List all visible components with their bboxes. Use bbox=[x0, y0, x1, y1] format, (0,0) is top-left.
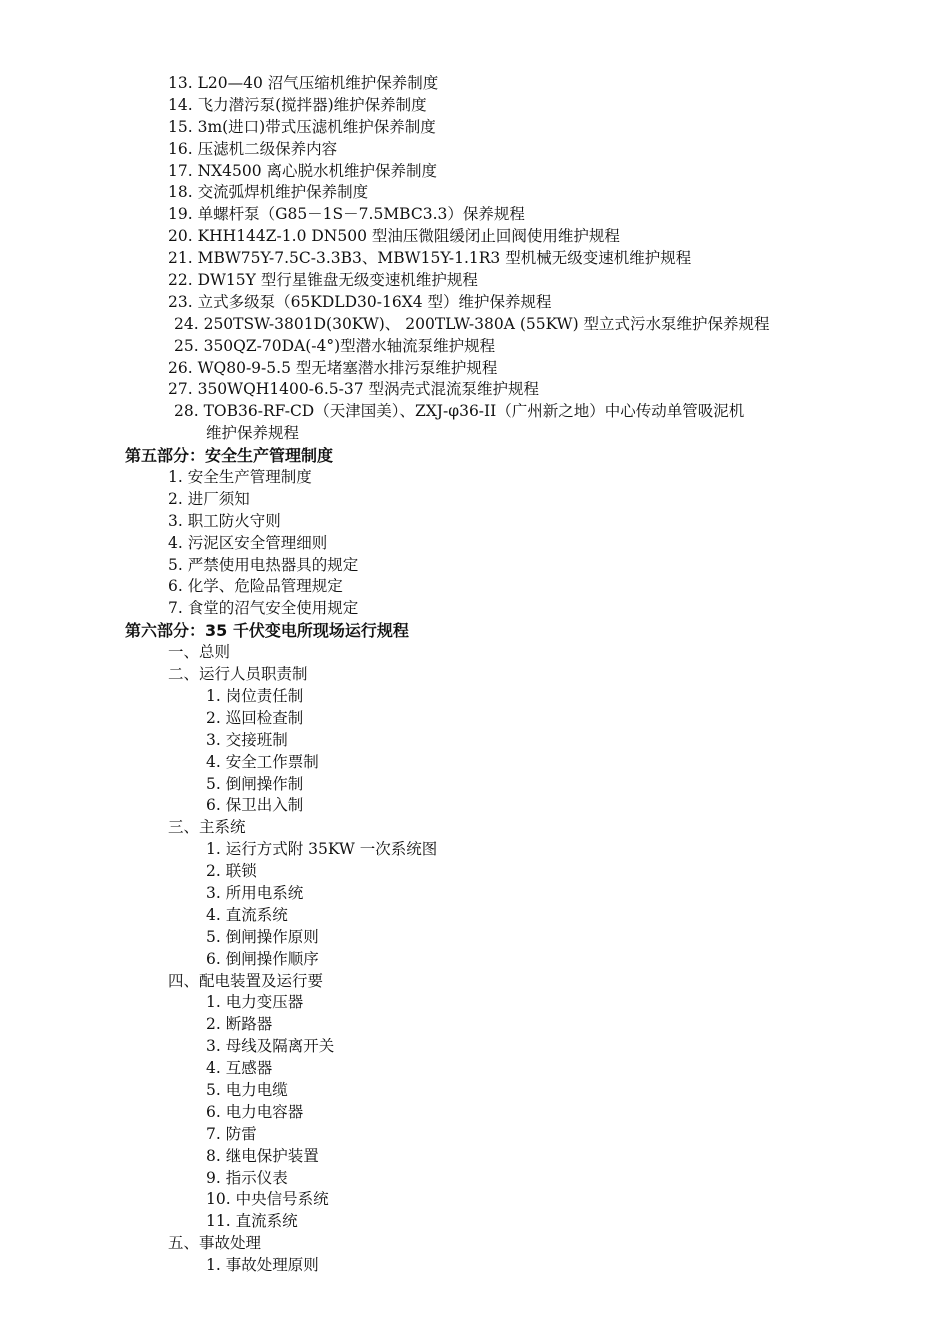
list-item: 5. 倒闸操作制 bbox=[206, 774, 304, 793]
list-item: 5. 倒闸操作原则 bbox=[206, 927, 319, 946]
list-item: 1. 电力变压器 bbox=[206, 993, 304, 1012]
list-item: 8. 继电保护装置 bbox=[206, 1146, 319, 1165]
part6-outline bbox=[0, 642, 950, 1277]
subsection-title: 四、配电装置及运行要 bbox=[168, 971, 324, 990]
subsection-title: 二、运行人员职责制 bbox=[168, 665, 308, 684]
list-item: 3. 职工防火守则 bbox=[168, 511, 281, 530]
list-item: 5. 电力电缆 bbox=[206, 1080, 288, 1099]
list-item: 2. 进厂须知 bbox=[168, 489, 250, 508]
list-item: 13. L20—40 沼气压缩机维护保养制度 bbox=[168, 74, 439, 92]
list-item: 2. 联锁 bbox=[206, 862, 257, 881]
list-item: 11. 直流系统 bbox=[206, 1212, 298, 1231]
list-item: 1. 安全生产管理制度 bbox=[168, 468, 312, 487]
list-item: 1. 事故处理原则 bbox=[206, 1256, 319, 1275]
list-item: 4. 直流系统 bbox=[206, 905, 288, 924]
list-item: 21. MBW75Y-7.5C-3.3B3、MBW15Y-1.1R3 型机械无级变速机维护规程 bbox=[168, 249, 692, 268]
list-item: 25. 350QZ-70DA(-4°)型潜水轴流泵维护规程 bbox=[174, 336, 496, 355]
list-item: 26. WQ80-9-5.5 型无堵塞潜水排污泵维护规程 bbox=[168, 358, 498, 377]
subsection-title: 三、主系统 bbox=[168, 818, 246, 837]
list-item: 18. 交流弧焊机维护保养制度 bbox=[168, 183, 369, 202]
list-item: 5. 严禁使用电热器具的规定 bbox=[168, 555, 359, 574]
list-item: 19. 单螺杆泵（G85－1S－7.5MBC3.3）保养规程 bbox=[168, 205, 525, 224]
list-item: 4. 安全工作票制 bbox=[206, 752, 319, 771]
subsection-title: 一、总则 bbox=[168, 643, 231, 662]
list-item: 4. 互感器 bbox=[206, 1059, 273, 1078]
list-item: 3. 交接班制 bbox=[206, 730, 288, 749]
list-item: 27. 350WQH1400-6.5-37 型涡壳式混流泵维护规程 bbox=[168, 380, 540, 399]
list-item: 3. 所用电系统 bbox=[206, 883, 304, 902]
list-item: 4. 污泥区安全管理细则 bbox=[168, 533, 328, 552]
list-item-continuation: 维护保养规程 bbox=[206, 424, 300, 443]
list-item: 3. 母线及隔离开关 bbox=[206, 1037, 335, 1056]
list-item: 14. 飞力潜污泵(搅拌器)维护保养制度 bbox=[168, 95, 427, 114]
list-item: 23. 立式多级泵（65KDLD30-16X4 型）维护保养规程 bbox=[168, 292, 552, 311]
list-item: 6. 化学、危险品管理规定 bbox=[168, 577, 343, 596]
list-item: 15. 3m(进口)带式压滤机维护保养制度 bbox=[168, 117, 436, 136]
list-item: 6. 电力电容器 bbox=[206, 1102, 304, 1121]
part4-list bbox=[0, 73, 950, 445]
list-item: 20. KHH144Z-1.0 DN500 型油压微阻缓闭止回阀使用维护规程 bbox=[168, 227, 620, 246]
document-body bbox=[0, 73, 950, 1277]
list-item: 6. 倒闸操作顺序 bbox=[206, 949, 319, 968]
list-item: 1. 岗位责任制 bbox=[206, 686, 304, 705]
subsection-title: 五、事故处理 bbox=[168, 1234, 262, 1253]
list-item: 24. 250TSW-3801D(30KW)、 200TLW-380A (55KW) 型立式污水泵维护保养规程 bbox=[174, 314, 770, 333]
part5-list bbox=[0, 467, 950, 620]
list-item: 28. TOB36-RF-CD（天津国美）、ZXJ-φ36-II（广州新之地）中心传动单管吸泥机 bbox=[174, 402, 745, 421]
list-item: 2. 断路器 bbox=[206, 1015, 273, 1034]
list-item: 7. 食堂的沼气安全使用规定 bbox=[168, 599, 359, 618]
list-item: 22. DW15Y 型行星锥盘无级变速机维护规程 bbox=[168, 271, 478, 290]
list-item: 6. 保卫出入制 bbox=[206, 796, 304, 815]
list-item: 16. 压滤机二级保养内容 bbox=[168, 139, 338, 158]
list-item: 17. NX4500 离心脱水机维护保养制度 bbox=[168, 161, 438, 180]
section-heading-part5: 第五部分：安全生产管理制度 bbox=[125, 446, 334, 466]
list-item: 2. 巡回检查制 bbox=[206, 708, 304, 727]
list-item: 7. 防雷 bbox=[206, 1124, 257, 1143]
list-item: 9. 指示仪表 bbox=[206, 1168, 288, 1187]
section-heading-part6: 第六部分：35 千伏变电所现场运行规程 bbox=[125, 621, 409, 641]
list-item: 10. 中央信号系统 bbox=[206, 1190, 329, 1209]
list-item: 1. 运行方式附 35KW 一次系统图 bbox=[206, 840, 438, 859]
